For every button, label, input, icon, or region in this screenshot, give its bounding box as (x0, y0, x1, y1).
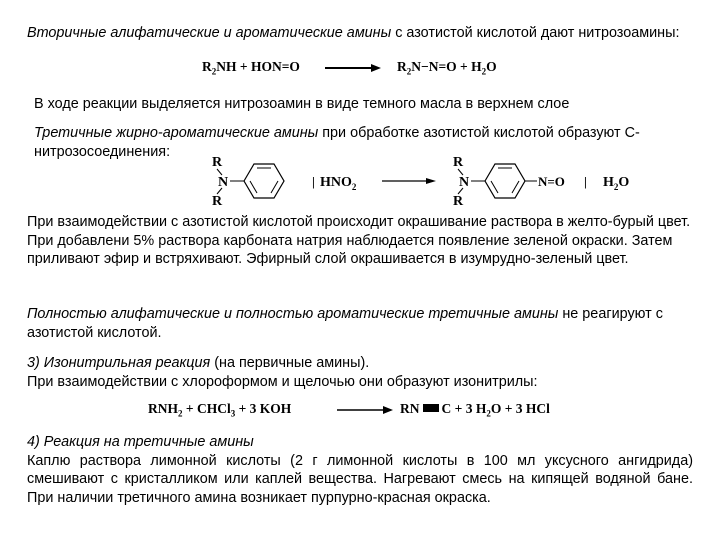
equation-3-arrow (335, 404, 395, 416)
equation-3-reactants: $RNH_2$ + CHCl$_3$ + 3 KOH (148, 401, 292, 419)
equation-1-products: $R_2N-N=O + H_2O$ (397, 59, 497, 77)
water-product: $H_2O$ (603, 175, 630, 192)
equation-2-structural (200, 152, 630, 210)
tertiary-amines-italic: Третичные жирно-ароматические амины (34, 125, 319, 141)
equation-1-reactants: $R_2NH + HON=O$ (202, 59, 300, 77)
product-r-top-label: R (453, 155, 464, 170)
secondary-amines-text: с азотистой кислотой дают нитрозоамины: (391, 25, 680, 41)
benzene-ring-2 (485, 164, 525, 198)
plus-sign-1: | (312, 174, 315, 189)
product-r-bottom-label: R (453, 194, 464, 209)
isonitrile-heading: 3) Изонитрильная реакция (27, 355, 211, 371)
tertiary-amines-text: при обработке азотистой кислотой образуют С-нитрозосоединения: (34, 125, 640, 160)
no-reaction-text: не реагируют с азотистой кислотой. (27, 306, 663, 341)
reagent-hno2: $HNO_2$ (320, 175, 357, 192)
paragraph-secondary-amines (27, 24, 693, 43)
r-top-label: R (212, 155, 223, 170)
r-bottom-label: R (212, 194, 223, 209)
no-reaction-italic: Полностью алифатические и полностью ароматические третичные амины (27, 306, 559, 322)
n-label: N (218, 175, 229, 190)
paragraph-tertiary-test: Каплю раствора лимонной кислоты (2 г лимонной кислоты в 100 мл уксусного ангидрида) смешивают с кристалликом или каплей вещества. Нагревают смесь на кипящей водяной бане. При наличии третичного амина возникает пурпурно-красная окраска. (27, 452, 693, 506)
equation-3-products: RN C + 3 $H_2O + 3$ HCl (400, 401, 550, 419)
tertiary-test-heading: 4) Реакция на третичные амины (27, 434, 254, 450)
plus-sign-2: | (584, 174, 587, 189)
isonitrile-note: (на первичные амины). (210, 355, 370, 371)
equation-1-arrow (323, 62, 383, 74)
isonitrile-text: При взаимодействии с хлороформом и щелочью они образуют изонитрилы: (27, 373, 538, 390)
nitroso-group: N=O (538, 174, 565, 189)
secondary-amines-italic: Вторичные алифатические и ароматические амины (27, 25, 392, 41)
paragraph-isonitrile (27, 354, 693, 391)
triple-bond-mark (423, 404, 439, 412)
paragraph-no-reaction (27, 305, 693, 342)
paragraph-nitrosoamine: В ходе реакции выделяется нитрозоамин в виде темного масла в верхнем слое (34, 96, 570, 112)
paragraph-color-reaction: При взаимодействии с азотистой кислотой происходит окрашивание раствора в желто-бурый цвет. При добавлени 5% раствора карбоната натрия наблюдается появление зеленой окраски. Затем приливают эфир и встряхивают. Эфирный слой окрашивается в изумрудно-зеленый цвет. (27, 214, 691, 267)
product-n-label: N (459, 175, 470, 190)
benzene-ring-1 (244, 164, 284, 198)
